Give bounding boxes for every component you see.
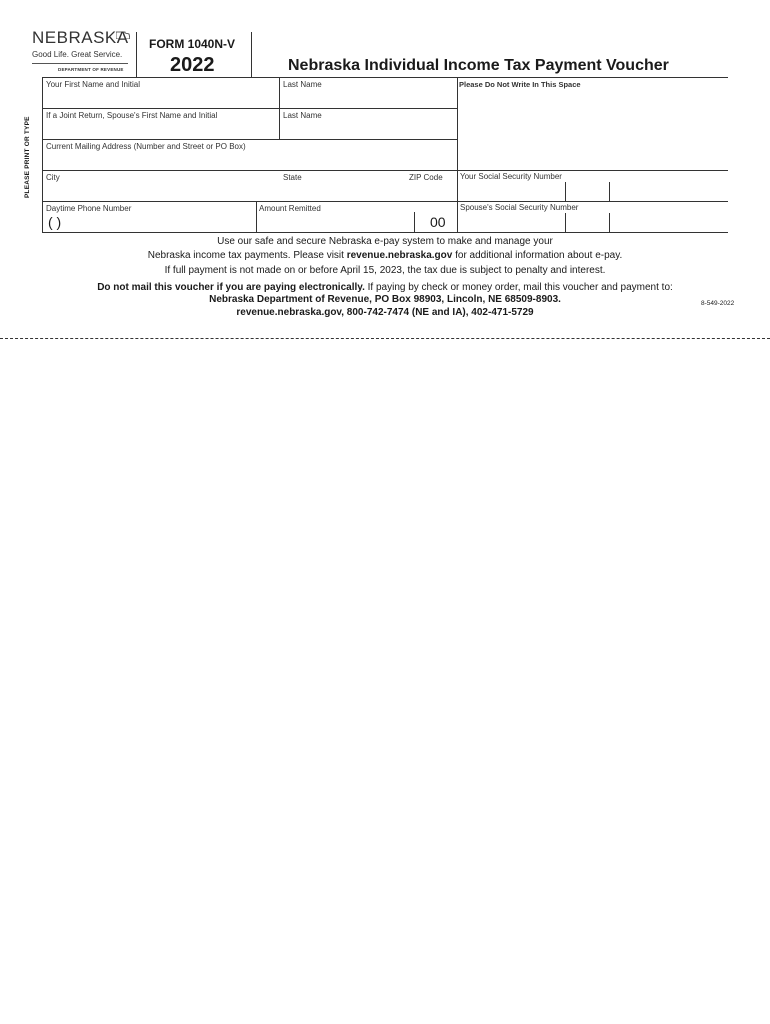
phone-area-code[interactable]: ( ) (48, 214, 62, 230)
amount-cents: 00 (430, 214, 446, 230)
grid-line (42, 77, 728, 78)
epay-link[interactable]: revenue.nebraska.gov (346, 250, 453, 261)
instructions-text: for additional information about e-pay. (452, 250, 623, 261)
penalty-notice: If full payment is not made on or before April 15, 2023, the tax due is subject to penalty and interest. (164, 265, 606, 276)
contact-info: revenue.nebraska.gov, 800-742-7474 (NE and IA), 402-471-5729 (236, 307, 534, 318)
grid-line (256, 201, 257, 232)
grid-line (42, 108, 457, 109)
zip-field[interactable]: ZIP Code (409, 173, 443, 182)
grid-line (414, 212, 415, 232)
grid-line (42, 77, 43, 232)
grid-line (609, 213, 610, 232)
form-code: 8-549-2022 (701, 300, 735, 307)
grid-line (42, 139, 457, 140)
logo-wordmark: NEBRASKA (32, 28, 129, 47)
form-number: FORM 1040N-V (149, 37, 236, 51)
grid-line (279, 77, 280, 139)
form-title: Nebraska Individual Income Tax Payment Voucher (288, 57, 669, 74)
print-or-type-label: PLEASE PRINT OR TYPE (24, 116, 31, 198)
grid-line (42, 201, 728, 202)
phone-field[interactable]: Daytime Phone Number (46, 204, 132, 213)
spouse-first-name-field[interactable]: If a Joint Return, Spouse's First Name and Initial (46, 111, 218, 120)
ssn-field[interactable]: Your Social Security Number (460, 172, 562, 181)
office-use-label: Please Do Not Write In This Space (459, 80, 581, 89)
mailing-address-field[interactable]: Current Mailing Address (Number and Street or PO Box) (46, 142, 246, 151)
instructions-text: Nebraska income tax payments. Please visit (147, 250, 347, 261)
grid-line (565, 213, 566, 232)
grid-line (609, 182, 610, 201)
instructions-line: Use our safe and secure Nebraska e-pay system to make and manage your (217, 236, 553, 247)
first-name-field[interactable]: Your First Name and Initial (46, 80, 140, 89)
grid-line (565, 182, 566, 201)
instructions-text: If paying by check or money order, mail this voucher and payment to: (364, 282, 673, 293)
form-year: 2022 (170, 54, 215, 76)
grid-line (42, 170, 728, 171)
department-address: Nebraska Department of Revenue, PO Box 98903, Lincoln, NE 68509-8903. (209, 294, 561, 305)
header-divider (136, 32, 137, 77)
spouse-last-name-field[interactable]: Last Name (283, 111, 322, 120)
grid-line (457, 77, 458, 232)
logo-department: DEPARTMENT OF REVENUE (58, 67, 124, 72)
header-divider (251, 32, 252, 77)
spouse-ssn-field[interactable]: Spouse's Social Security Number (460, 203, 579, 212)
nebraska-state-outline-icon (116, 31, 130, 39)
cut-line (0, 338, 770, 339)
grid-line (42, 232, 728, 233)
amount-remitted-field[interactable]: Amount Remitted (259, 204, 321, 213)
mailing-instructions (0, 282, 770, 293)
do-not-mail-warning: Do not mail this voucher if you are paying electronically. (97, 282, 365, 293)
city-field[interactable]: City (46, 173, 60, 182)
logo-divider (32, 63, 128, 64)
logo-slogan: Good Life. Great Service. (32, 50, 123, 59)
last-name-field[interactable]: Last Name (283, 80, 322, 89)
state-field[interactable]: State (283, 173, 302, 182)
instructions-line (0, 250, 770, 261)
